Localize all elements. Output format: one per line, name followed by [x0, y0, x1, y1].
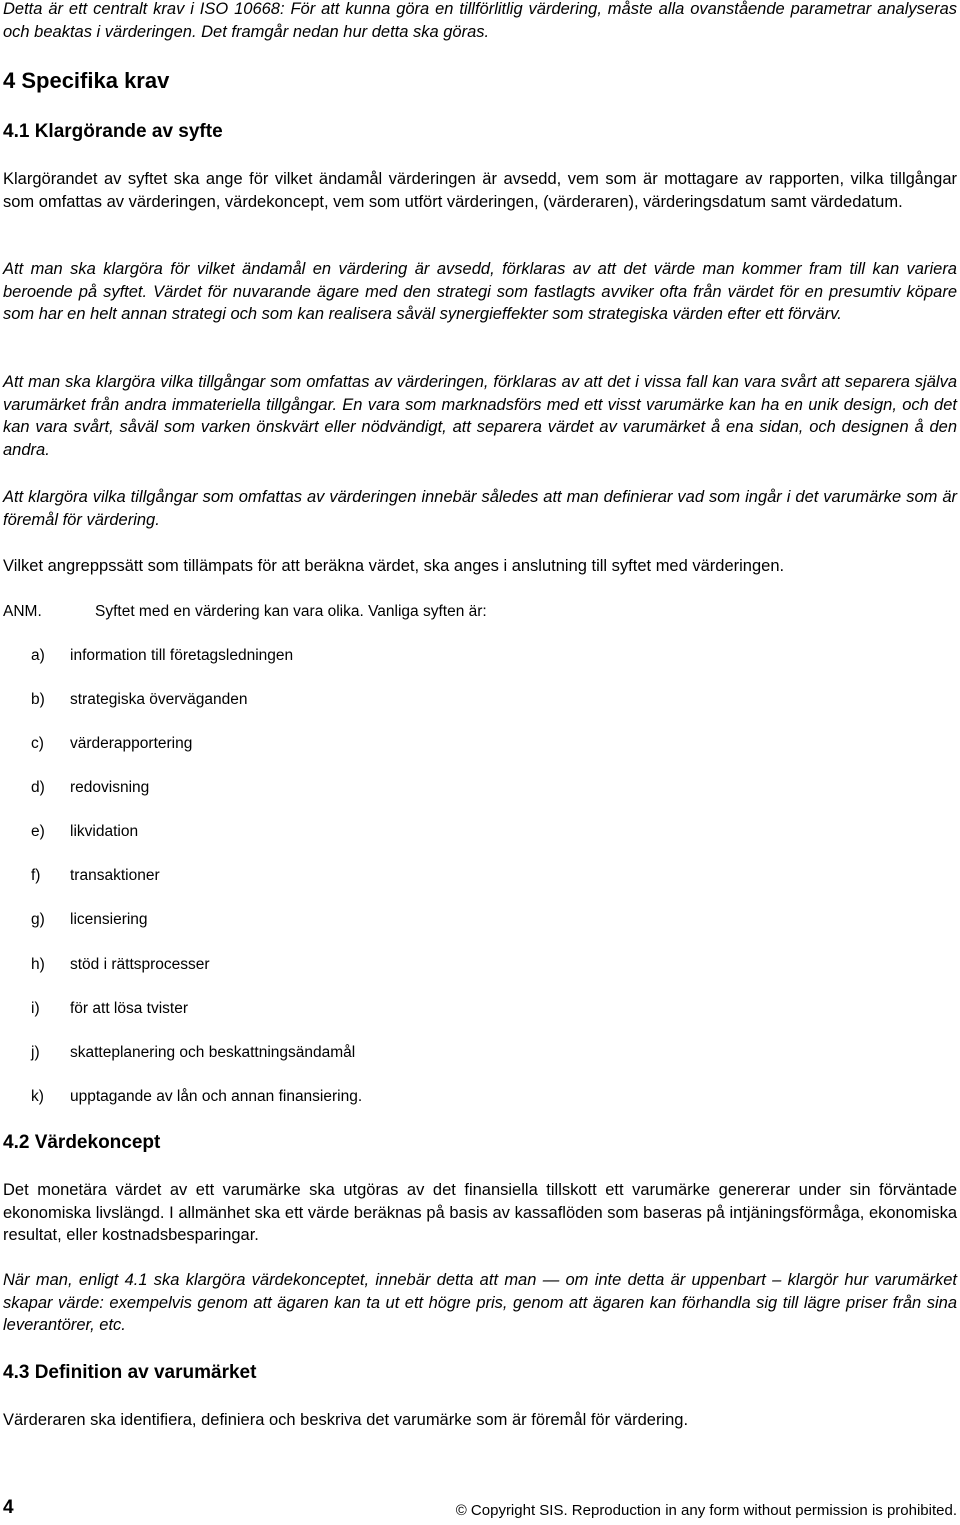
section-4-3-paragraph-1: Värderaren ska identifiera, definiera och beskriva det varumärke som är föremål för värdering. — [3, 1411, 689, 1429]
list-item-letter: h) — [31, 956, 45, 973]
list-item-letter: e) — [31, 823, 45, 840]
list-item-letter: i) — [31, 1000, 40, 1017]
list-item — [0, 821, 960, 843]
list-item — [0, 689, 960, 711]
list-item-text: likvidation — [70, 823, 139, 840]
section-4-1-paragraph-2: Att man ska klargöra för vilket ändamål en värdering är avsedd, förklaras av att det värde man kommer fram till kan variera beroende på syftet. Värdet för nuvarande ägare med den strategi som fastlagts avviker ofta från värdet för en presumtiv köpare som har en helt annan strategi och som kan realisera såväl synergieffekter som strategiska värden efter ett förvärv. — [3, 260, 957, 323]
section-4-1-paragraph-5: Vilket angreppssätt som tillämpats för att beräkna värdet, ska anges i anslutning till syftet med värderingen. — [3, 557, 785, 575]
list-item-letter: d) — [31, 779, 45, 796]
list-item-letter: b) — [31, 691, 45, 708]
list-item-text: licensiering — [70, 911, 148, 928]
list-item — [0, 1086, 960, 1108]
section-4-1-paragraph-3: Att man ska klargöra vilka tillgångar som omfattas av värderingen, förklaras av att det i vissa fall kan vara svårt att separera själva varumärket från andra immateriella tillgångar. En vara som marknadsförs med ett visst varumärke kan ha en unik design, och det kan vara svårt, såväl som varken önskvärt eller nödvändigt, att separera värdet av varumärket å ena sidan, och designen å den andra. — [3, 373, 957, 459]
page-number: 4 — [3, 1497, 14, 1518]
list-item-letter: a) — [31, 647, 45, 664]
list-item — [0, 733, 960, 755]
section-4-2-paragraph-1: Det monetära värdet av ett varumärke ska utgöras av det finansiella tillskott ett varumärke genererar under sin förväntade ekonomiska livslängd. I allmänhet ska ett värde beräknas på basis av kassaflöden som baseras på intjäningsförmåga, ekonomiska resultat, eller kostnadsbesparingar. — [3, 1181, 957, 1244]
list-item-text: värderapportering — [70, 735, 193, 752]
section-4-1-paragraph-1: Klargörandet av syftet ska ange för vilket ändamål värderingen är avsedd, vem som är mottagare av rapporten, vilka tillgångar som omfattas av värderingen, värdekoncept, vem som utfört värderingen, (värderaren), värderingsdatum samt värdedatum. — [3, 170, 957, 211]
anm-label: ANM. — [3, 603, 42, 620]
section-4-1-heading: 4.1 Klargörande av syfte — [3, 121, 223, 142]
list-item-letter: g) — [31, 911, 45, 928]
list-item — [0, 909, 960, 931]
section-4-3-heading: 4.3 Definition av varumärket — [3, 1362, 257, 1383]
list-item-text: för att lösa tvister — [70, 1000, 189, 1017]
list-item-text: redovisning — [70, 779, 150, 796]
list-item-text: stöd i rättsprocesser — [70, 956, 210, 973]
intro-paragraph: Detta är ett centralt krav i ISO 10668: För att kunna göra en tillförlitlig värdering, måste alla ovanstående parametrar analyseras och beaktas i värderingen. Det framgår nedan hur detta ska göras. — [3, 0, 957, 41]
section-4-2-paragraph-2: När man, enligt 4.1 ska klargöra värdekonceptet, innebär detta att man — om inte detta är uppenbart – klargör hur varumärket skapar värde: exempelvis genom att ägaren kan ta ut ett högre pris, genom att ägaren kan förhandla sig till lägre priser från sina leverantörer, etc. — [3, 1271, 957, 1334]
section-4-1-paragraph-4: Att klargöra vilka tillgångar som omfattas av värderingen innebär således att man definierar vad som ingår i det varumärke som är föremål för värdering. — [3, 488, 957, 529]
list-item-text: skatteplanering och beskattningsändamål — [70, 1044, 356, 1061]
list-item-letter: k) — [31, 1088, 44, 1105]
anm-text: Syftet med en värdering kan vara olika. Vanliga syften är: — [95, 603, 487, 620]
list-item — [0, 998, 960, 1020]
section-4-2-heading: 4.2 Värdekoncept — [3, 1132, 161, 1153]
list-item-text: information till företagsledningen — [70, 647, 294, 664]
copyright-notice: © Copyright SIS. Reproduction in any form without permission is prohibited. — [455, 1502, 957, 1519]
list-item-letter: j) — [31, 1044, 40, 1061]
list-item-letter: c) — [31, 735, 44, 752]
list-item-text: upptagande av lån och annan finansiering. — [70, 1088, 363, 1105]
list-item — [0, 954, 960, 976]
list-item — [0, 777, 960, 799]
list-item — [0, 865, 960, 887]
list-item — [0, 645, 960, 667]
list-item-text: strategiska överväganden — [70, 691, 248, 708]
list-item-text: transaktioner — [70, 867, 160, 884]
list-item-letter: f) — [31, 867, 41, 884]
section-4-heading: 4 Specifika krav — [3, 68, 170, 93]
list-item — [0, 1042, 960, 1064]
